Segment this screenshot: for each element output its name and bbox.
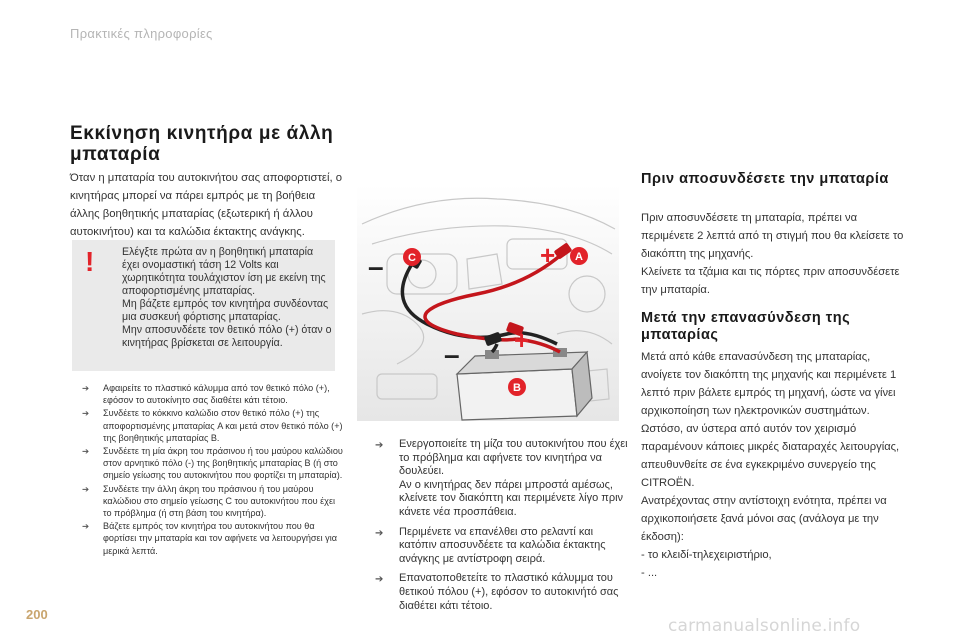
step-text: Περιμένετε να επανέλθει στο ρελαντί και κατόπιν αποσυνδέετε τα καλώδια έκτακτης ανάγκης με αντίστροφη σειρά. <box>399 525 606 565</box>
step-text: Συνδέετε το κόκκινο καλώδιο στον θετικό πόλο (+) της αποφορτισμένης μπαταρίας A και μετά στον θετικό πόλο (+) της βοηθητικής μπαταρίας B. <box>103 408 343 443</box>
watermark: carmanualsonline.info <box>668 616 861 636</box>
plus-sign: + <box>514 325 530 355</box>
warning-text <box>122 246 332 350</box>
step-text: Ενεργοποιείτε τη μίζα του αυτοκινήτου που έχει το πρόβλημα και αφήνετε τον κινητήρα να δουλεύει. <box>399 438 628 478</box>
engine-bay-drawing <box>357 184 619 421</box>
step-text: Επανατοποθετείτε το πλαστικό κάλυμμα του θετικού πόλου (+), εφόσον το αυτοκινήτό σας διαθέτει κάτι τέτοιο. <box>399 572 619 612</box>
arrow-right-icon: ➔ <box>82 521 90 532</box>
arrow-right-icon: ➔ <box>82 483 90 494</box>
list-item: - ... <box>641 567 658 579</box>
after-reconnect-text <box>641 348 911 582</box>
page-number: 200 <box>26 607 48 622</box>
warning-icon: ! <box>85 246 95 277</box>
steps-left-list <box>82 382 344 558</box>
arrow-right-icon: ➔ <box>82 408 90 419</box>
warning-line: Μην αποσυνδέετε τον θετικό πόλο (+) όταν ο κινητήρας βρίσκεται σε λειτουργία. <box>122 324 332 349</box>
jump-start-illustration <box>357 184 619 421</box>
arrow-right-icon: ➔ <box>82 383 90 393</box>
step-text: Βάζετε εμπρός τον κινητήρα του αυτοκινήτου που θα φορτίσει την μπαταρία και τον αφήνετε να λειτουργήσει για μερικά λεπτά. <box>103 521 337 556</box>
step-text: Αφαιρείτε το πλαστικό κάλυμμα από τον θετικό πόλο (+), εφόσον το αυτοκίνητο σας διαθέτει κάτι τέτοιο. <box>103 383 330 406</box>
warning-box <box>72 240 335 371</box>
list-item <box>375 572 630 613</box>
arrow-right-icon: ➔ <box>82 446 90 457</box>
arrow-right-icon: ➔ <box>375 574 384 586</box>
label-a: A <box>575 251 583 263</box>
paragraph: Μετά από κάθε επανασύνδεση της μπαταρίας, ανοίγετε τον διακόπτη της μηχανής και περιμένετε 1 λεπτό πριν βάλετε εμπρός τη μηχανή, ώστε να γίνει αρχικοποίηση των ηλεκτρονικών συστημάτων. Ωστόσο, αν ύστερα από αυτόν τον χειρισμό παραμένουν κάποιες μικρές διαταραχές λειτουργίας, απευθυνθείτε σε ένα εγκεκριμένο συνεργείο της CITROËN. <box>641 351 900 489</box>
list-item <box>375 526 630 567</box>
list-item <box>82 483 344 520</box>
arrow-right-icon: ➔ <box>375 527 384 539</box>
minus-sign: – <box>368 251 384 282</box>
list-item <box>82 445 344 482</box>
list-item <box>375 438 630 520</box>
step-text: Αν ο κινητήρας δεν πάρει μπροστά αμέσως, κλείνετε τον διακόπτη και περιμένετε λίγο πριν κάνετε νέα προσπάθεια. <box>399 478 624 518</box>
section-header: Πρακτικές πληροφορίες <box>70 26 213 41</box>
list-item <box>82 382 344 406</box>
step-text: Συνδέετε τη μία άκρη του πράσινου ή του μαύρου καλώδιου στον αρνητικό πόλο (-) της βοηθητικής μπαταρίας B (ή στο σημείο γείωσης του αυτοκινήτου που φορτίζει τη μπαταρία). <box>103 446 343 481</box>
before-disconnect-text <box>641 209 911 299</box>
paragraph: Πριν αποσυνδέσετε τη μπαταρία, πρέπει να περιμένετε 2 λεπτά από τη στιγμή που θα κλείσετε το διακόπτη της μηχανής. <box>641 212 904 260</box>
label-c: C <box>408 252 416 264</box>
intro-text <box>70 169 342 241</box>
after-reconnect-heading: Μετά την επανασύνδεση της μπαταρίας <box>641 310 851 343</box>
before-disconnect-heading: Πριν αποσυνδέσετε την μπαταρία <box>641 171 889 187</box>
list-item: - το κλειδί-τηλεχειριστήριο, <box>641 549 772 561</box>
plus-sign: + <box>540 240 556 270</box>
minus-sign: – <box>444 339 460 370</box>
paragraph: Κλείνετε τα τζάμια και τις πόρτες πριν αποσυνδέσετε την μπαταρία. <box>641 266 900 296</box>
paragraph: Ανατρέχοντας στην αντίστοιχη ενότητα, πρέπει να αρχικοποιήσετε ξανά μόνοι σας (ανάλογα με την έκδοση): <box>641 495 887 543</box>
warning-line: Ελέγξτε πρώτα αν η βοηθητική μπαταρία έχει ονομαστική τάση 12 Volts και χωρητικότητα τουλάχιστον ίση με εκείνη της αποφορτισμένης μπαταρίας. <box>122 246 326 297</box>
step-text: Συνδέετε την άλλη άκρη του πράσινου ή του μαύρου καλώδιου στο σημείο γείωσης C του αυτοκινήτου που έχει το πρόβλημα (ή στη βάση του κινητήρα). <box>103 483 336 519</box>
page-title: Εκκίνηση κινητήρα με άλλη μπαταρία <box>70 123 334 165</box>
label-b: B <box>513 382 521 394</box>
arrow-right-icon: ➔ <box>375 440 384 451</box>
intro-paragraph: Όταν η μπαταρία του αυτοκινήτου σας αποφορτιστεί, ο κινητήρας μπορεί να πάρει εμπρός με τη βοήθεια άλλης βοηθητικής μπαταρίας (εξωτερική ή άλλου αυτοκινήτου) και τα καλώδια έκτακτης ανάγκης. <box>70 172 343 238</box>
list-item <box>82 407 344 444</box>
steps-middle-list <box>375 438 630 619</box>
list-item <box>82 520 344 557</box>
warning-line: Μη βάζετε εμπρός τον κινητήρα συνδέοντας μια συσκευή φόρτισης μπαταρίας. <box>122 298 329 323</box>
